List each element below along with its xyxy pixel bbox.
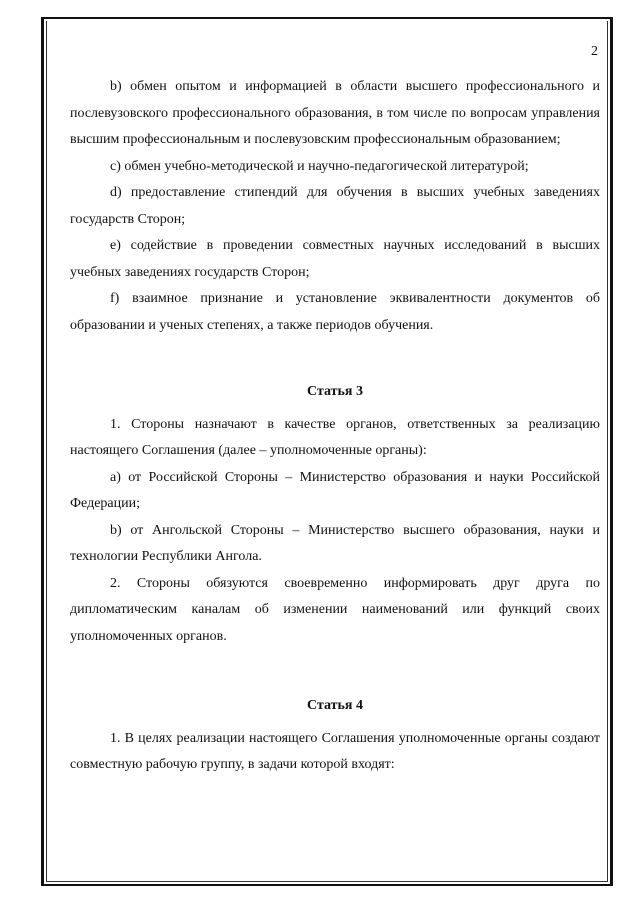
document-page	[70, 36, 600, 779]
article2-item-d: d) предоставление стипендий для обучения в высших учебных заведениях государств Сторон;	[70, 185, 600, 227]
article3-heading: Статья 3	[307, 384, 363, 399]
article3-paragraph: 2. Стороны обязуются своевременно информировать друг друга по дипломатическим каналам об изменении наименований или функций своих уполномоченных органов.	[70, 575, 600, 644]
article2-item-f: f) взаимное признание и установление эквивалентности документов об образовании и ученых степенях, а также периодов обучения.	[70, 291, 600, 333]
article3-paragraph: a) от Российской Стороны – Министерство образования и науки Российской Федерации;	[70, 469, 600, 511]
article2-item-c: c) обмен учебно-методической и научно-педагогической литературой;	[110, 158, 529, 174]
article3-paragraph: 1. Стороны назначают в качестве органов, ответственных за реализацию настоящего Соглашения (далее – уполномоченные органы):	[70, 416, 600, 458]
article2-item-b: b) обмен опытом и информацией в области высшего профессионального и послевузовского профессионального образования, в том числе по вопросам управления высшим профессиональным и послевузовским профессиональным образованием;	[70, 79, 600, 147]
article4-heading: Статья 4	[307, 698, 363, 713]
article4-paragraph: 1. В целях реализации настоящего Соглашения уполномоченные органы создают совместную рабочую группу, в задачи которой входят:	[70, 730, 600, 772]
page-number: 2	[591, 44, 598, 59]
article2-item-e: e) содействие в проведении совместных научных исследований в высших учебных заведениях государств Сторон;	[70, 238, 600, 280]
article3-paragraph: b) от Ангольской Стороны – Министерство высшего образования, науки и технологии Республики Ангола.	[70, 522, 600, 564]
